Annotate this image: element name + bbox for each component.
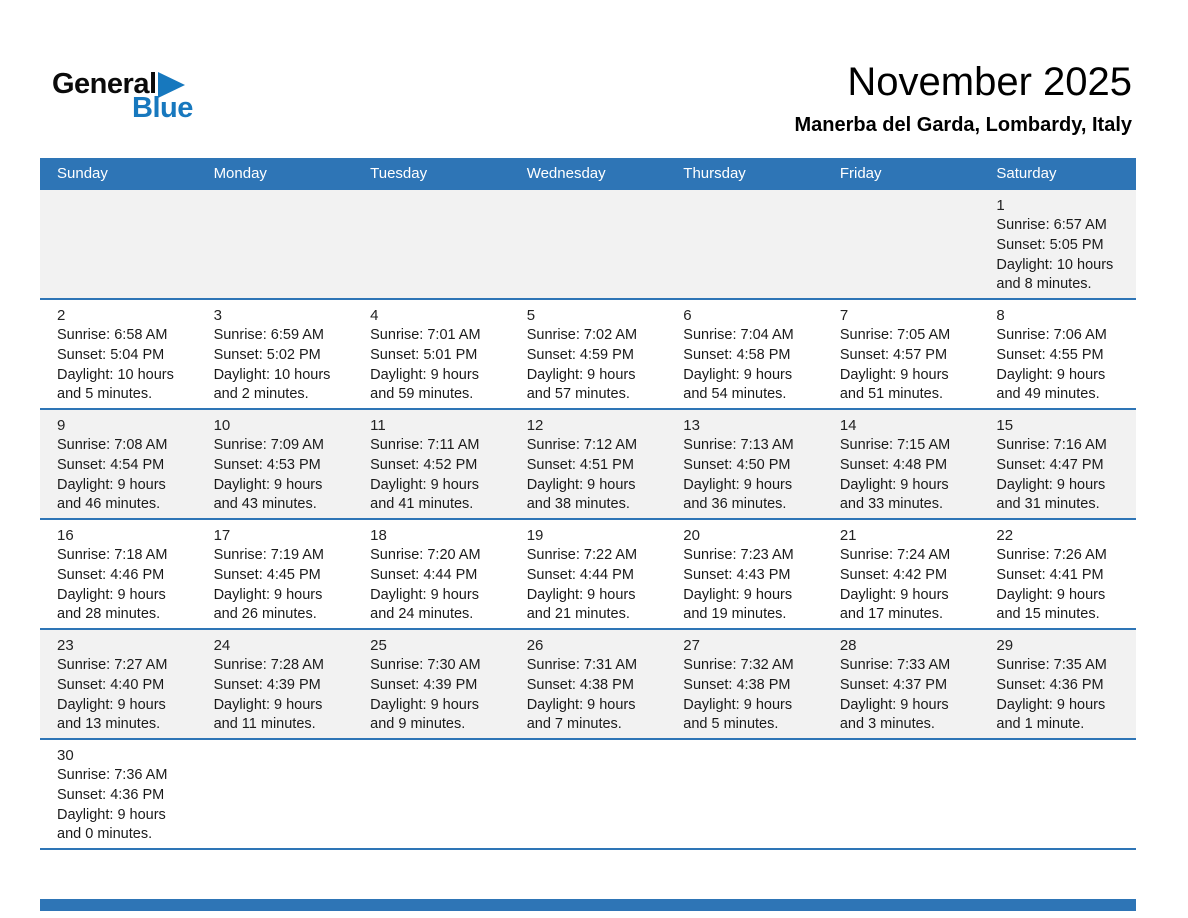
sunset-text: Sunset: 5:01 PM bbox=[370, 346, 478, 363]
calendar-body bbox=[40, 188, 1136, 848]
daylight-text-line1: Daylight: 9 hours bbox=[839, 696, 949, 713]
sunrise-text: Sunrise: 6:59 AM bbox=[213, 327, 324, 343]
week-row-4 bbox=[40, 518, 1136, 628]
sunset-text: Sunset: 4:45 PM bbox=[213, 566, 321, 583]
daylight-text-line2: and 51 minutes. bbox=[839, 386, 944, 403]
daylight-text-line2: and 5 minutes. bbox=[683, 716, 779, 733]
sunrise-text: Sunrise: 7:18 AM bbox=[57, 547, 168, 563]
day-cell-30 bbox=[40, 740, 197, 848]
daylight-text-line2: and 13 minutes. bbox=[57, 716, 161, 733]
daylight-text-line1: Daylight: 9 hours bbox=[526, 366, 636, 383]
day-number: 6 bbox=[683, 307, 692, 324]
empty-cell bbox=[510, 740, 667, 848]
sunrise-text: Sunrise: 7:35 AM bbox=[996, 657, 1107, 673]
sunrise-text: Sunrise: 7:24 AM bbox=[839, 547, 951, 563]
weekday-header-thursday: Thursday bbox=[683, 164, 746, 182]
day-cell-10 bbox=[197, 410, 354, 518]
sunset-text: Sunset: 4:42 PM bbox=[839, 566, 948, 583]
page-subtitle: Manerba del Garda, Lombardy, Italy bbox=[794, 114, 1132, 136]
day-number: 7 bbox=[839, 307, 849, 324]
daylight-text-line2: and 57 minutes. bbox=[526, 386, 630, 403]
daylight-text-line1: Daylight: 9 hours bbox=[839, 476, 949, 493]
sunrise-text: Sunrise: 7:23 AM bbox=[683, 547, 794, 563]
daylight-text-line2: and 31 minutes. bbox=[996, 496, 1100, 513]
sunrise-text: Sunrise: 6:57 AM bbox=[996, 217, 1107, 233]
daylight-text-line1: Daylight: 9 hours bbox=[996, 586, 1106, 603]
day-number: 26 bbox=[526, 637, 544, 654]
daylight-text-line2: and 36 minutes. bbox=[683, 496, 787, 513]
daylight-text-line1: Daylight: 10 hours bbox=[996, 256, 1114, 273]
general-blue-logo bbox=[52, 68, 193, 125]
day-number: 24 bbox=[213, 637, 231, 654]
daylight-text-line2: and 46 minutes. bbox=[57, 496, 161, 513]
footer-bar bbox=[40, 899, 1136, 911]
day-number: 22 bbox=[996, 527, 1014, 544]
day-number: 3 bbox=[213, 307, 222, 324]
daylight-text-line1: Daylight: 9 hours bbox=[57, 696, 166, 713]
day-cell-11 bbox=[353, 410, 510, 518]
day-number: 30 bbox=[57, 747, 74, 764]
empty-cell bbox=[40, 190, 197, 298]
weekday-header-sunday: Sunday bbox=[57, 164, 108, 182]
daylight-text-line2: and 0 minutes. bbox=[57, 826, 153, 843]
day-number: 16 bbox=[57, 527, 74, 544]
sunset-text: Sunset: 4:52 PM bbox=[370, 456, 478, 473]
daylight-text-line1: Daylight: 9 hours bbox=[996, 366, 1106, 383]
empty-cell bbox=[666, 190, 823, 298]
sunset-text: Sunset: 4:40 PM bbox=[57, 676, 165, 693]
day-cell-26 bbox=[510, 630, 667, 738]
daylight-text-line1: Daylight: 9 hours bbox=[683, 586, 793, 603]
empty-cell bbox=[979, 740, 1136, 848]
daylight-text-line2: and 2 minutes. bbox=[213, 386, 309, 403]
day-cell-5 bbox=[510, 300, 667, 408]
day-cell-17 bbox=[197, 520, 354, 628]
day-number: 2 bbox=[57, 307, 66, 324]
daylight-text-line2: and 7 minutes. bbox=[526, 716, 622, 733]
day-cell-12 bbox=[510, 410, 667, 518]
empty-cell bbox=[197, 740, 354, 848]
sunrise-text: Sunrise: 7:20 AM bbox=[370, 547, 481, 563]
daylight-text-line2: and 59 minutes. bbox=[370, 386, 474, 403]
day-number: 19 bbox=[526, 527, 544, 544]
sunrise-text: Sunrise: 7:22 AM bbox=[526, 547, 638, 563]
daylight-text-line2: and 9 minutes. bbox=[370, 716, 466, 733]
sunrise-text: Sunrise: 7:11 AM bbox=[370, 437, 480, 453]
weekday-header-monday: Monday bbox=[213, 164, 267, 182]
daylight-text-line2: and 11 minutes. bbox=[213, 716, 316, 733]
weekday-header-row bbox=[40, 158, 1136, 188]
daylight-text-line1: Daylight: 9 hours bbox=[370, 586, 479, 603]
sunrise-text: Sunrise: 7:09 AM bbox=[213, 437, 324, 453]
weekday-header-friday: Friday bbox=[839, 164, 882, 182]
day-cell-21 bbox=[823, 520, 980, 628]
day-number: 8 bbox=[996, 307, 1005, 324]
day-number: 1 bbox=[996, 197, 1005, 214]
day-number: 4 bbox=[370, 307, 379, 324]
daylight-text-line2: and 1 minute. bbox=[996, 716, 1085, 733]
sunrise-text: Sunrise: 7:15 AM bbox=[839, 437, 951, 453]
day-cell-24 bbox=[197, 630, 354, 738]
sunrise-text: Sunrise: 7:19 AM bbox=[213, 547, 324, 563]
week-row-5 bbox=[40, 628, 1136, 738]
sunrise-text: Sunrise: 6:58 AM bbox=[57, 327, 168, 343]
week-row-2 bbox=[40, 298, 1136, 408]
sunset-text: Sunset: 4:51 PM bbox=[526, 456, 634, 473]
sunset-text: Sunset: 5:04 PM bbox=[57, 346, 165, 363]
sunset-text: Sunset: 4:53 PM bbox=[213, 456, 321, 473]
sunset-text: Sunset: 5:02 PM bbox=[213, 346, 321, 363]
sunset-text: Sunset: 4:57 PM bbox=[839, 346, 948, 363]
sunset-text: Sunset: 4:54 PM bbox=[57, 456, 165, 473]
empty-cell bbox=[353, 740, 510, 848]
daylight-text-line1: Daylight: 9 hours bbox=[839, 586, 949, 603]
sunrise-text: Sunrise: 7:30 AM bbox=[370, 657, 481, 673]
weekday-header-saturday: Saturday bbox=[996, 164, 1057, 182]
daylight-text-line2: and 3 minutes. bbox=[839, 716, 935, 733]
daylight-text-line2: and 54 minutes. bbox=[683, 386, 787, 403]
day-cell-2 bbox=[40, 300, 197, 408]
weekday-header-wednesday: Wednesday bbox=[526, 164, 606, 182]
sunrise-text: Sunrise: 7:33 AM bbox=[839, 657, 951, 673]
page-title: November 2025 bbox=[847, 60, 1132, 104]
empty-cell bbox=[823, 190, 980, 298]
sunset-text: Sunset: 4:44 PM bbox=[370, 566, 478, 583]
daylight-text-line1: Daylight: 9 hours bbox=[213, 476, 323, 493]
empty-cell bbox=[197, 190, 354, 298]
day-number: 18 bbox=[370, 527, 387, 544]
daylight-text-line2: and 15 minutes. bbox=[996, 606, 1100, 623]
week-row-1 bbox=[40, 188, 1136, 298]
calendar-table bbox=[40, 158, 1136, 850]
daylight-text-line2: and 5 minutes. bbox=[57, 386, 153, 403]
day-number: 20 bbox=[683, 527, 700, 544]
day-cell-19 bbox=[510, 520, 667, 628]
daylight-text-line1: Daylight: 9 hours bbox=[996, 476, 1106, 493]
sunrise-text: Sunrise: 7:31 AM bbox=[526, 657, 638, 673]
daylight-text-line2: and 19 minutes. bbox=[683, 606, 787, 623]
day-number: 27 bbox=[683, 637, 700, 654]
day-number: 29 bbox=[996, 637, 1014, 654]
day-cell-4 bbox=[353, 300, 510, 408]
sunset-text: Sunset: 4:58 PM bbox=[683, 346, 791, 363]
sunset-text: Sunset: 4:44 PM bbox=[526, 566, 634, 583]
sunrise-text: Sunrise: 7:08 AM bbox=[57, 437, 168, 453]
sunset-text: Sunset: 4:48 PM bbox=[839, 456, 948, 473]
sunrise-text: Sunrise: 7:12 AM bbox=[526, 437, 638, 453]
day-cell-8 bbox=[979, 300, 1136, 408]
sunset-text: Sunset: 4:36 PM bbox=[57, 786, 165, 803]
day-cell-13 bbox=[666, 410, 823, 518]
daylight-text-line1: Daylight: 9 hours bbox=[526, 476, 636, 493]
logo-text-blue: Blue bbox=[132, 92, 193, 124]
day-number: 25 bbox=[370, 637, 387, 654]
day-number: 28 bbox=[839, 637, 857, 654]
daylight-text-line1: Daylight: 9 hours bbox=[996, 696, 1106, 713]
day-cell-1 bbox=[979, 190, 1136, 298]
day-cell-7 bbox=[823, 300, 980, 408]
sunrise-text: Sunrise: 7:01 AM bbox=[370, 327, 481, 343]
day-number: 15 bbox=[996, 417, 1014, 434]
week-row-6 bbox=[40, 738, 1136, 848]
daylight-text-line2: and 49 minutes. bbox=[996, 386, 1100, 403]
daylight-text-line1: Daylight: 9 hours bbox=[683, 696, 793, 713]
day-cell-20 bbox=[666, 520, 823, 628]
week-row-3 bbox=[40, 408, 1136, 518]
sunset-text: Sunset: 4:39 PM bbox=[370, 676, 478, 693]
page-header bbox=[40, 0, 1136, 158]
sunrise-text: Sunrise: 7:32 AM bbox=[683, 657, 794, 673]
sunset-text: Sunset: 4:36 PM bbox=[996, 676, 1104, 693]
daylight-text-line2: and 28 minutes. bbox=[57, 606, 161, 623]
daylight-text-line1: Daylight: 9 hours bbox=[213, 696, 323, 713]
daylight-text-line1: Daylight: 9 hours bbox=[57, 586, 166, 603]
sunrise-text: Sunrise: 7:04 AM bbox=[683, 327, 794, 343]
sunrise-text: Sunrise: 7:16 AM bbox=[996, 437, 1107, 453]
daylight-text-line2: and 24 minutes. bbox=[370, 606, 474, 623]
day-cell-14 bbox=[823, 410, 980, 518]
sunset-text: Sunset: 5:05 PM bbox=[996, 236, 1104, 253]
sunset-text: Sunset: 4:46 PM bbox=[57, 566, 165, 583]
daylight-text-line2: and 33 minutes. bbox=[839, 496, 944, 513]
daylight-text-line2: and 43 minutes. bbox=[213, 496, 317, 513]
sunset-text: Sunset: 4:38 PM bbox=[526, 676, 634, 693]
empty-cell bbox=[353, 190, 510, 298]
daylight-text-line1: Daylight: 10 hours bbox=[57, 366, 174, 383]
sunrise-text: Sunrise: 7:05 AM bbox=[839, 327, 951, 343]
weekday-header-tuesday: Tuesday bbox=[370, 164, 428, 182]
day-number: 13 bbox=[683, 417, 700, 434]
daylight-text-line1: Daylight: 9 hours bbox=[683, 476, 793, 493]
daylight-text-line1: Daylight: 9 hours bbox=[526, 586, 636, 603]
day-number: 10 bbox=[213, 417, 231, 434]
day-cell-15 bbox=[979, 410, 1136, 518]
daylight-text-line1: Daylight: 9 hours bbox=[370, 696, 479, 713]
day-cell-6 bbox=[666, 300, 823, 408]
day-number: 11 bbox=[370, 417, 386, 434]
sunrise-text: Sunrise: 7:28 AM bbox=[213, 657, 324, 673]
daylight-text-line1: Daylight: 9 hours bbox=[839, 366, 949, 383]
sunrise-text: Sunrise: 7:06 AM bbox=[996, 327, 1107, 343]
empty-cell bbox=[823, 740, 980, 848]
daylight-text-line1: Daylight: 9 hours bbox=[370, 366, 479, 383]
day-cell-28 bbox=[823, 630, 980, 738]
daylight-text-line1: Daylight: 9 hours bbox=[213, 586, 323, 603]
day-number: 9 bbox=[57, 417, 66, 434]
daylight-text-line1: Daylight: 10 hours bbox=[213, 366, 331, 383]
sunset-text: Sunset: 4:37 PM bbox=[839, 676, 948, 693]
day-number: 14 bbox=[839, 417, 857, 434]
daylight-text-line2: and 26 minutes. bbox=[213, 606, 317, 623]
day-cell-9 bbox=[40, 410, 197, 518]
sunset-text: Sunset: 4:41 PM bbox=[996, 566, 1104, 583]
day-cell-18 bbox=[353, 520, 510, 628]
daylight-text-line2: and 8 minutes. bbox=[996, 276, 1092, 293]
empty-cell bbox=[666, 740, 823, 848]
day-number: 23 bbox=[57, 637, 74, 654]
day-cell-25 bbox=[353, 630, 510, 738]
day-cell-16 bbox=[40, 520, 197, 628]
sunrise-text: Sunrise: 7:26 AM bbox=[996, 547, 1107, 563]
daylight-text-line2: and 17 minutes. bbox=[839, 606, 944, 623]
day-cell-27 bbox=[666, 630, 823, 738]
day-cell-3 bbox=[197, 300, 354, 408]
sunset-text: Sunset: 4:50 PM bbox=[683, 456, 791, 473]
day-number: 17 bbox=[213, 527, 231, 544]
day-number: 21 bbox=[839, 527, 857, 544]
sunset-text: Sunset: 4:43 PM bbox=[683, 566, 791, 583]
sunset-text: Sunset: 4:55 PM bbox=[996, 346, 1104, 363]
daylight-text-line1: Daylight: 9 hours bbox=[526, 696, 636, 713]
day-number: 5 bbox=[526, 307, 536, 324]
sunrise-text: Sunrise: 7:02 AM bbox=[526, 327, 638, 343]
day-number: 12 bbox=[526, 417, 544, 434]
day-cell-23 bbox=[40, 630, 197, 738]
sunset-text: Sunset: 4:59 PM bbox=[526, 346, 634, 363]
sunset-text: Sunset: 4:39 PM bbox=[213, 676, 321, 693]
day-cell-29 bbox=[979, 630, 1136, 738]
sunrise-text: Sunrise: 7:36 AM bbox=[57, 767, 168, 783]
title-block bbox=[795, 60, 1133, 137]
sunrise-text: Sunrise: 7:27 AM bbox=[57, 657, 168, 673]
daylight-text-line1: Daylight: 9 hours bbox=[57, 806, 166, 823]
daylight-text-line1: Daylight: 9 hours bbox=[57, 476, 166, 493]
daylight-text-line2: and 21 minutes. bbox=[526, 606, 630, 623]
daylight-text-line1: Daylight: 9 hours bbox=[370, 476, 479, 493]
daylight-text-line2: and 41 minutes. bbox=[370, 496, 474, 513]
sunset-text: Sunset: 4:47 PM bbox=[996, 456, 1104, 473]
logo-text-general: General bbox=[52, 68, 157, 100]
daylight-text-line2: and 38 minutes. bbox=[526, 496, 630, 513]
day-cell-22 bbox=[979, 520, 1136, 628]
empty-cell bbox=[510, 190, 667, 298]
daylight-text-line1: Daylight: 9 hours bbox=[683, 366, 793, 383]
sunset-text: Sunset: 4:38 PM bbox=[683, 676, 791, 693]
sunrise-text: Sunrise: 7:13 AM bbox=[683, 437, 794, 453]
